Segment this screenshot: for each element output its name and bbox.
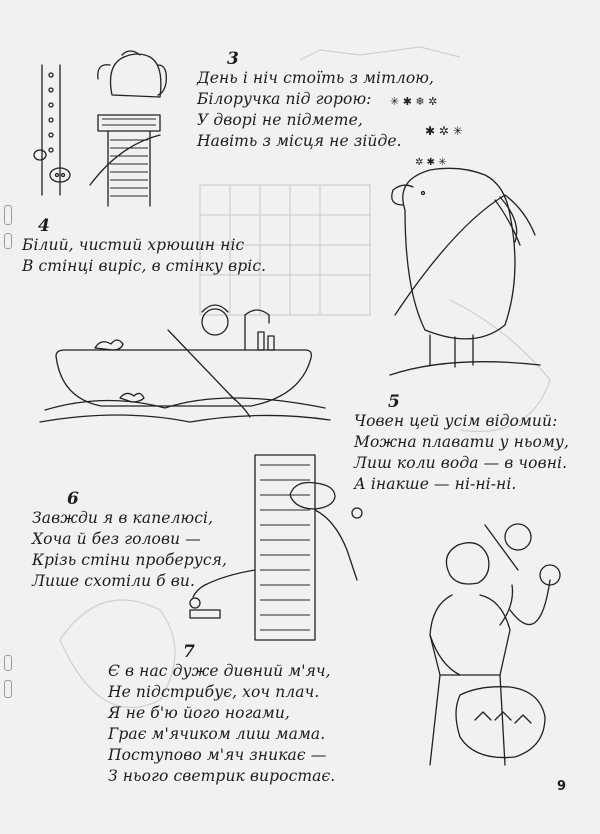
bathtub-boat-drawing — [40, 290, 340, 430]
socket-and-kettle-drawing — [30, 45, 180, 210]
riddle-number: 5 — [388, 392, 400, 412]
page-number: 9 — [556, 779, 566, 794]
binder-mark — [4, 655, 12, 671]
riddle-line: Крізь стіни проберуся, — [32, 551, 228, 569]
riddle-line: День і ніч стоїть з мітлою, — [197, 69, 435, 87]
binder-mark — [4, 205, 12, 225]
riddle-line: Я не б'ю його ногами, — [108, 704, 290, 722]
riddle-line: Навіть з місця не зійде. — [197, 132, 402, 150]
riddle-line: Білий, чистий хрюшин ніс — [22, 236, 245, 254]
riddle-line: Човен цей усім відомий: — [354, 412, 558, 430]
riddle-line: А інакше — ні-ні-ні. — [354, 475, 517, 493]
woman-knitting-drawing — [390, 515, 565, 780]
binder-mark — [4, 233, 12, 249]
riddle-line: Є в нас дуже дивний м'яч, — [108, 662, 331, 680]
svg-text:✲ ✱ ✳: ✲ ✱ ✳ — [415, 157, 447, 168]
svg-text:✱ ✲ ✳: ✱ ✲ ✳ — [425, 124, 463, 138]
riddle-line: Білоручка під горою: — [197, 90, 372, 108]
riddle-number: 4 — [38, 216, 50, 236]
riddle-line: З нього светрик виростає. — [108, 767, 336, 785]
riddle-3 — [197, 50, 434, 152]
riddle-number: 3 — [227, 49, 239, 69]
riddle-line: У дворі не підмете, — [197, 111, 363, 129]
riddle-4 — [22, 217, 266, 277]
riddle-line: В стінці виріс, в стінку вріс. — [22, 257, 267, 275]
svg-text:✳ ✱ ❄ ✲: ✳ ✱ ❄ ✲ — [390, 95, 438, 108]
riddle-line: Хоча й без голови — — [32, 530, 201, 548]
riddle-number: 6 — [67, 489, 79, 509]
riddle-6 — [32, 490, 227, 592]
riddle-line: Поступово м'яч зникає — — [108, 746, 327, 764]
riddle-line: Не підстрибує, хоч плач. — [108, 683, 320, 701]
riddle-number: 7 — [183, 642, 195, 662]
riddle-line: Лиш коли вода — в човні. — [354, 454, 568, 472]
riddle-line: Лише схотіли б ви. — [32, 572, 196, 590]
riddle-line: Можна плавати у ньому, — [354, 433, 570, 451]
binder-mark — [4, 680, 12, 698]
riddle-line: Грає м'ячиком лиш мама. — [108, 725, 326, 743]
riddle-7 — [108, 643, 335, 787]
riddle-5 — [354, 393, 569, 495]
riddle-line: Завжди я в капелюсі, — [32, 509, 214, 527]
